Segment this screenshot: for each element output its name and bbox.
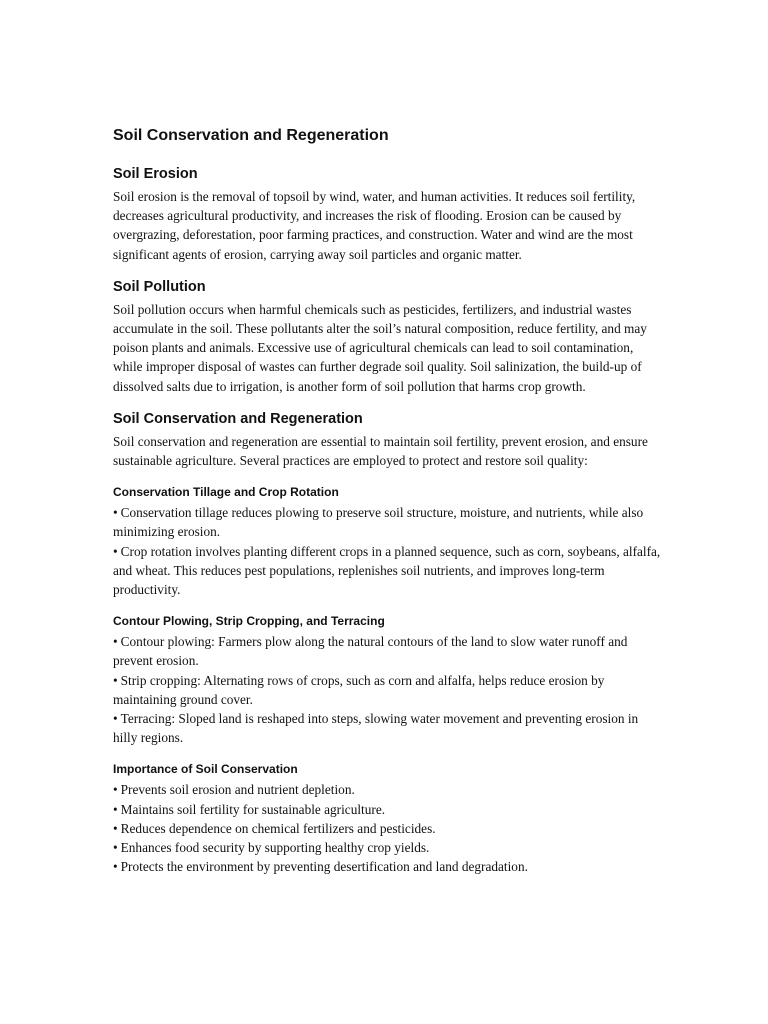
list-item-text: Terracing: Sloped land is reshaped into steps, slowing water movement and preventing erosion in hilly regions. (113, 711, 639, 746)
bullet-icon: • (113, 711, 118, 727)
subsection-heading: Contour Plowing, Strip Cropping, and Terracing (113, 614, 385, 629)
document-title: Soil Conservation and Regeneration (113, 127, 389, 144)
bullet-list (113, 632, 663, 747)
subsection-heading: Importance of Soil Conservation (113, 762, 298, 777)
bullet-icon: • (113, 505, 118, 521)
list-item (113, 542, 663, 600)
bullet-icon: • (113, 782, 118, 798)
bullet-list (113, 503, 663, 599)
list-item (113, 671, 663, 709)
subsection-tillage-rotation (113, 483, 663, 599)
list-item-text: Crop rotation involves planting different crops in a planned sequence, such as corn, soybeans, alfalfa, and wheat. This reduces pest populations, replenishes soil nutrients, and improves long-term productivity. (113, 543, 661, 598)
list-item (113, 819, 663, 838)
list-item-text: Enhances food security by supporting healthy crop yields. (120, 840, 430, 856)
list-item-text: Maintains soil fertility for sustainable agriculture. (120, 801, 386, 817)
subsection-importance (113, 760, 663, 876)
section-paragraph: Soil pollution occurs when harmful chemicals such as pesticides, fertilizers, and industrial wastes accumulate in the soil. These pollutants alter the soil’s natural composition, reduce fertility, and may poison plants and animals. Excessive use of agricultural chemicals can lead to soil contamination, while improper disposal of wastes can further degrade soil quality. Soil salinization, the build-up of dissolved salts due to irrigation, is another form of soil pollution that harms crop growth. (113, 301, 647, 394)
list-item-text: Strip cropping: Alternating rows of crops, such as corn and alfalfa, helps reduce erosion by maintaining ground cover. (113, 672, 605, 707)
list-item (113, 709, 663, 747)
subsection-contour-strip-terracing (113, 612, 663, 747)
section-paragraph: Soil erosion is the removal of topsoil by wind, water, and human activities. It reduces soil fertility, decreases agricultural productivity, and increases the risk of flooding. Erosion can be caused by overgrazing, deforestation, poor farming practices, and construction. Water and wind are the most significant agents of erosion, carrying away soil particles and organic matter. (113, 189, 636, 262)
section-soil-pollution (113, 277, 663, 396)
list-item-text: Conservation tillage reduces plowing to preserve soil structure, moisture, and nutrients, while also minimizing erosion. (113, 505, 644, 540)
list-item (113, 838, 663, 857)
bullet-list (113, 780, 663, 876)
bullet-icon: • (113, 801, 118, 817)
list-item (113, 857, 663, 876)
subsection-heading: Conservation Tillage and Crop Rotation (113, 485, 339, 500)
list-item-text: Contour plowing: Farmers plow along the natural contours of the land to slow water runoff and prevent erosion. (113, 634, 628, 669)
list-item (113, 503, 663, 541)
list-item (113, 632, 663, 670)
bullet-icon: • (113, 634, 118, 650)
document-page (113, 125, 663, 889)
list-item-text: Protects the environment by preventing desertification and land degradation. (120, 859, 528, 875)
section-heading: Soil Conservation and Regeneration (113, 410, 363, 427)
bullet-icon: • (113, 820, 118, 836)
section-soil-conservation (113, 409, 663, 470)
bullet-icon: • (113, 840, 118, 856)
bullet-icon: • (113, 859, 118, 875)
section-heading: Soil Pollution (113, 278, 206, 295)
section-heading: Soil Erosion (113, 166, 198, 182)
list-item (113, 780, 663, 799)
bullet-icon: • (113, 672, 118, 688)
list-item-text: Prevents soil erosion and nutrient depletion. (120, 782, 355, 798)
section-paragraph: Soil conservation and regeneration are essential to maintain soil fertility, prevent erosion, and ensure sustainable agriculture. Several practices are employed to protect and restore soil quality: (113, 433, 648, 469)
list-item (113, 800, 663, 819)
section-soil-erosion (113, 164, 663, 264)
list-item-text: Reduces dependence on chemical fertilizers and pesticides. (120, 820, 436, 836)
bullet-icon: • (113, 543, 118, 559)
